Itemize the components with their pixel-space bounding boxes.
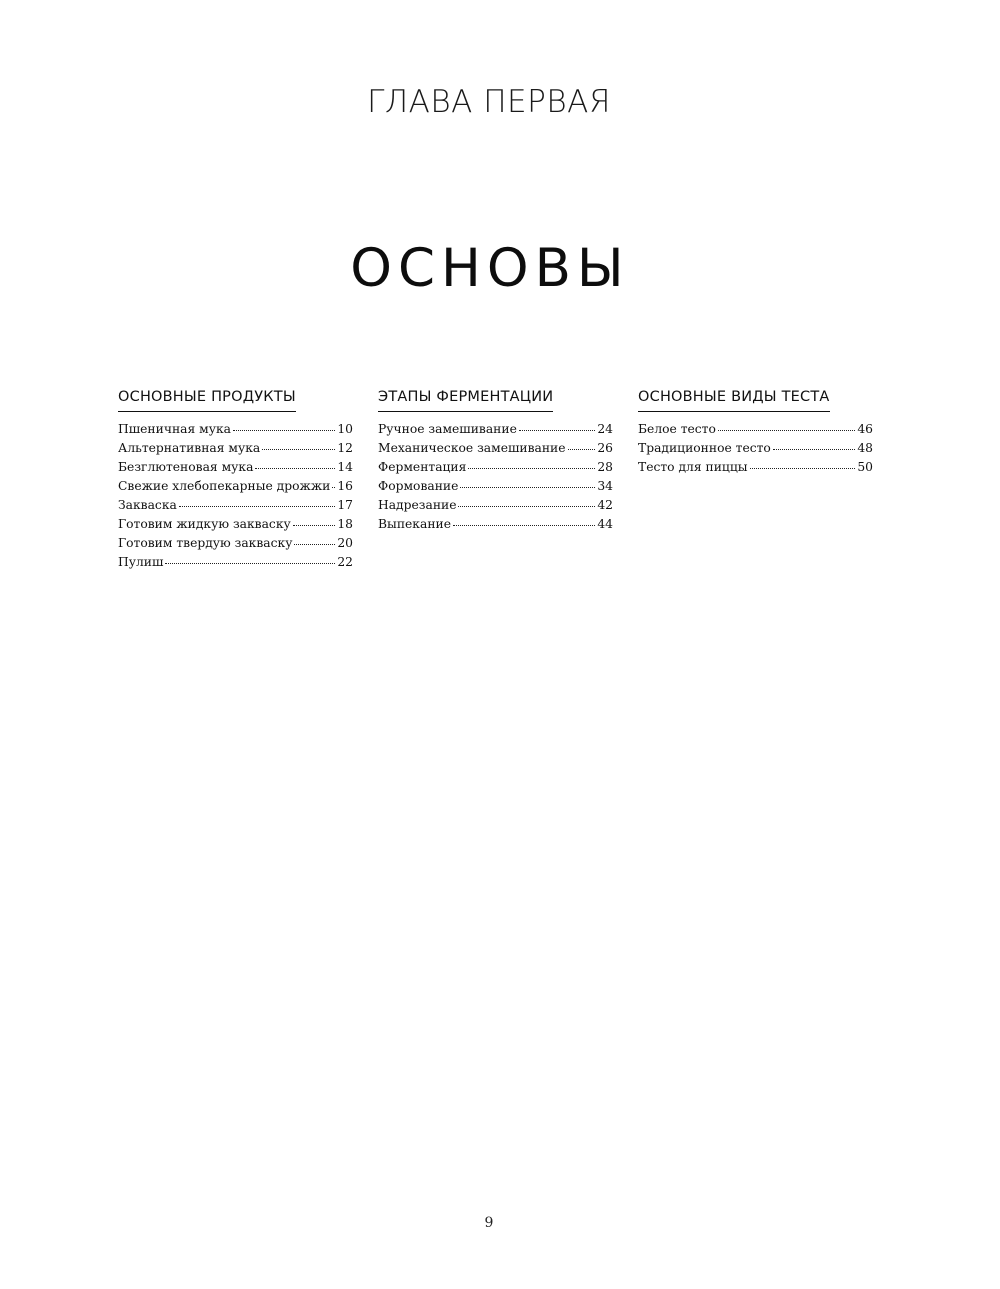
dot-leader bbox=[294, 534, 335, 545]
entry-page: 16 bbox=[337, 479, 353, 493]
chapter-label: ГЛАВА ПЕРВАЯ bbox=[367, 84, 611, 120]
dot-leader bbox=[453, 515, 595, 526]
entry-title: Формование bbox=[378, 479, 459, 493]
entry-title: Ручное замешивание bbox=[378, 422, 517, 436]
entry-page: 24 bbox=[597, 422, 613, 436]
dot-leader bbox=[179, 496, 336, 507]
section-heading: ЭТАПЫ ФЕРМЕНТАЦИИ bbox=[378, 389, 553, 412]
entry-page: 22 bbox=[337, 555, 353, 569]
dot-leader bbox=[255, 458, 335, 469]
entry-page: 48 bbox=[857, 441, 873, 455]
entry-page: 18 bbox=[337, 517, 353, 531]
entry-page: 50 bbox=[857, 460, 873, 474]
entry-title: Механическое замешивание bbox=[378, 441, 566, 455]
toc-section-dough-types bbox=[638, 388, 873, 479]
toc-section-fermentation-stages bbox=[378, 388, 613, 536]
entry-title: Надрезание bbox=[378, 498, 457, 512]
entry-page: 20 bbox=[337, 536, 353, 550]
table-of-contents bbox=[118, 388, 878, 588]
entry-title: Готовим жидкую закваску bbox=[118, 517, 291, 531]
toc-list bbox=[118, 422, 353, 574]
entry-page: 10 bbox=[337, 422, 353, 436]
dot-leader bbox=[293, 515, 336, 526]
dot-leader bbox=[332, 477, 335, 488]
dot-leader bbox=[458, 496, 595, 507]
dot-leader bbox=[165, 553, 335, 564]
dot-leader bbox=[233, 420, 335, 431]
entry-page: 26 bbox=[597, 441, 613, 455]
chapter-title: ОСНОВЫ bbox=[350, 238, 630, 299]
dot-leader bbox=[718, 420, 855, 431]
toc-entry[interactable] bbox=[638, 460, 873, 479]
dot-leader bbox=[568, 439, 596, 450]
toc-section-basic-products bbox=[118, 388, 353, 574]
entry-page: 17 bbox=[337, 498, 353, 512]
dot-leader bbox=[750, 458, 856, 469]
entry-title: Закваска bbox=[118, 498, 177, 512]
entry-title: Традиционное тесто bbox=[638, 441, 771, 455]
toc-list bbox=[638, 422, 873, 479]
dot-leader bbox=[519, 420, 595, 431]
dot-leader bbox=[460, 477, 595, 488]
entry-title: Безглютеновая мука bbox=[118, 460, 254, 474]
toc-entry[interactable] bbox=[378, 517, 613, 536]
entry-page: 14 bbox=[337, 460, 353, 474]
dot-leader bbox=[468, 458, 595, 469]
section-heading: ОСНОВНЫЕ ВИДЫ ТЕСТА bbox=[638, 389, 830, 412]
entry-title: Белое тесто bbox=[638, 422, 716, 436]
section-heading: ОСНОВНЫЕ ПРОДУКТЫ bbox=[118, 389, 296, 412]
page-number: 9 bbox=[484, 1215, 494, 1231]
toc-entry[interactable] bbox=[118, 555, 353, 574]
dot-leader bbox=[262, 439, 335, 450]
entry-page: 28 bbox=[597, 460, 613, 474]
entry-page: 34 bbox=[597, 479, 613, 493]
entry-title: Тесто для пиццы bbox=[638, 460, 748, 474]
entry-title: Свежие хлебопекарные дрожжи bbox=[118, 479, 331, 493]
entry-page: 46 bbox=[857, 422, 873, 436]
entry-title: Пшеничная мука bbox=[118, 422, 231, 436]
dot-leader bbox=[773, 439, 856, 450]
toc-list bbox=[378, 422, 613, 536]
entry-title: Выпекание bbox=[378, 517, 451, 531]
entry-page: 42 bbox=[597, 498, 613, 512]
entry-page: 44 bbox=[597, 517, 613, 531]
entry-page: 12 bbox=[337, 441, 353, 455]
entry-title: Пулиш bbox=[118, 555, 164, 569]
entry-title: Ферментация bbox=[378, 460, 467, 474]
entry-title: Готовим твердую закваску bbox=[118, 536, 293, 550]
entry-title: Альтернативная мука bbox=[118, 441, 261, 455]
toc-entry[interactable] bbox=[118, 460, 353, 479]
